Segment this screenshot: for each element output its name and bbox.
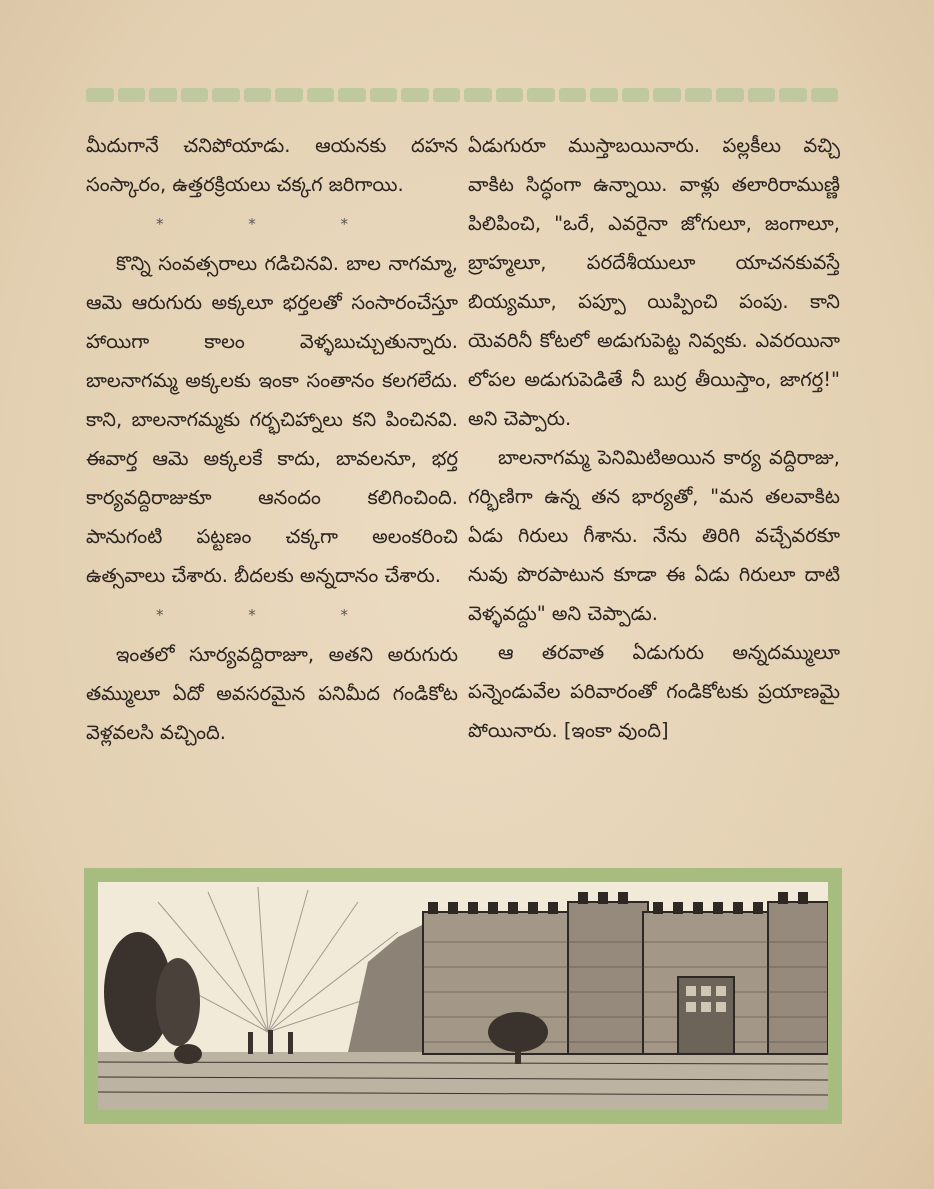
section-separator: * * *: [155, 215, 389, 233]
section-separator: * * *: [155, 606, 389, 624]
paragraph: ఆ తరవాత ఏడుగురు అన్నదమ్ములూ పన్నెండువేల పరివారంతో గండికోటకు ప్రయాణమై పోయినారు. [ఇంకా వుంది]: [468, 641, 840, 742]
decorative-border: [86, 84, 838, 106]
paragraph: ఇంతలో సూర్యవద్దిరాజూ, అతని అరుగురు తమ్ములూ ఏదో అవసరమైన పనిమీద గండికోట వెళ్లవలసి వచ్చింది.: [86, 643, 458, 744]
fort-drawing: [98, 882, 828, 1110]
paragraph: ఏడుగురూ ముస్తాబయినారు. పల్లకీలు వచ్చి వాకిట సిద్ధంగా ఉన్నాయి. వాళ్లు తలారిరాముణ్ణి పిలిపించి, "ఒరే, ఎవరైనా జోగులూ, జంగాలూ, బ్రాహ్మలూ, పరదేశీయులూ యాచనకువస్తే బియ్యమూ, పప్పూ యిప్పించి పంపు. కాని యెవరినీ కోటలో అడుగుపెట్ట నివ్వకు. ఎవరయినా లోపల అడుగుపెడితే నీ బుర్ర తీయిస్తాం, జాగర్త!" అని చెప్పారు.: [468, 134, 840, 430]
right-column: [468, 126, 840, 750]
paragraph: మీదుగానే చనిపోయాడు. ఆయనకు దహన సంస్కారం, ఉత్తరక్రియలు చక్కగ జరిగాయి.: [86, 134, 458, 196]
left-column: [86, 126, 458, 752]
paragraph: బాలనాగమ్మ పెనిమిటిఅయిన కార్య వద్దిరాజు, గర్భిణిగా ఉన్న తన భార్యతో, "మన తలవాకిట ఏడు గిరులు గీశాను. నేను తిరిగి వచ్చేవరకూ నువు పొరపాటున కూడా ఈ ఏడు గిరులూ దాటి వెళ్ళవద్దు" అని చెప్పాడు.: [468, 446, 840, 625]
paragraph: కొన్ని సంవత్సరాలు గడిచినవి. బాల నాగమ్మా, ఆమె ఆరుగురు అక్కలూ భర్తలతో సంసారంచేస్తూ హాయిగా కాలం వెళ్ళబుచ్చుతున్నారు. బాలనాగమ్మ అక్కలకు ఇంకా సంతానం కలగలేదు. కాని, బాలనాగమ్మకు గర్భచిహ్నాలు కని పించినవి. ఈవార్త ఆమె అక్కలకే కాదు, బావలనూ, భర్త కార్యవద్దిరాజుకూ ఆనందం కలిగించింది. పానుగంటి పట్టణం చక్కగా అలంకరించి ఉత్సవాలు చేశారు. బీదలకు అన్నదానం చేశారు.: [86, 252, 458, 587]
fort-illustration: [84, 868, 842, 1124]
